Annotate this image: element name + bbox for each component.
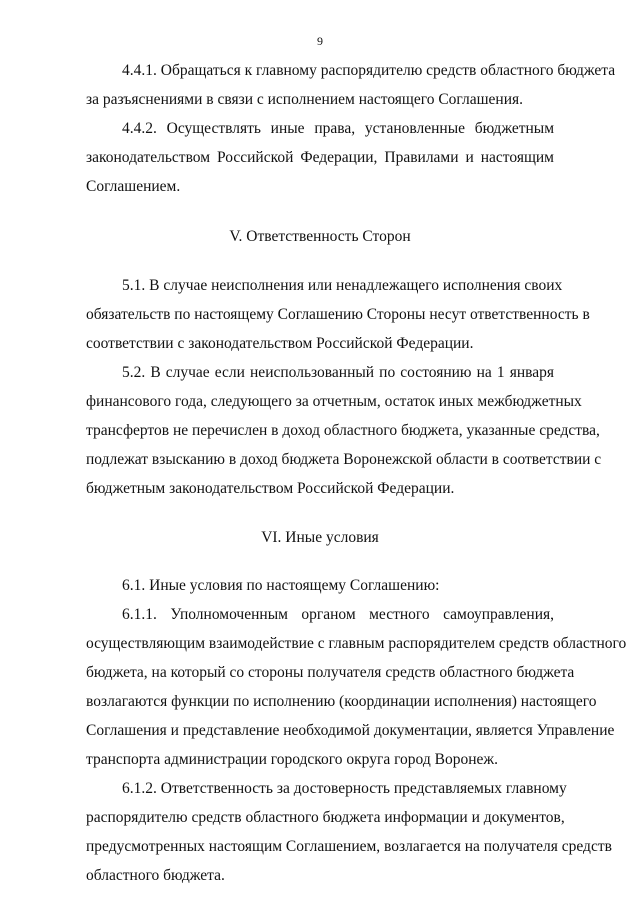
clause-5-2-line-3: трансфертов не перечислен в доход областного бюджета, указанные средства,: [86, 422, 600, 439]
page-number: 9: [317, 34, 323, 48]
clause-6-1-2-line-2: распорядителю средств областного бюджета информации и документов,: [86, 809, 565, 826]
clause-4-4-2-line-1: 4.4.2. Осуществлять иные права, установленные бюджетным: [122, 120, 554, 137]
clause-5-1-line-3: соответствии с законодательством Российской Федерации.: [86, 335, 474, 352]
clause-6-1-2-line-4: областного бюджета.: [86, 867, 225, 884]
clause-6-1-2-line-1: 6.1.2. Ответственность за достоверность представляемых главному: [122, 780, 567, 797]
clause-5-2-line-1: 5.2. В случае если неиспользованный по состоянию на 1 января: [122, 364, 554, 381]
clause-5-1-line-1: 5.1. В случае неисполнения или ненадлежащего исполнения своих: [122, 277, 563, 294]
clause-5-2-line-4: подлежат взысканию в доход бюджета Воронежской области в соответствии с: [86, 451, 602, 468]
clause-6-1-1-line-5: Соглашения и представление необходимой документации, является Управление: [86, 722, 615, 739]
clause-5-2-line-5: бюджетным законодательством Российской Федерации.: [86, 480, 455, 497]
clause-4-4-1-line-2: за разъяснениями в связи с исполнением настоящего Соглашения.: [86, 91, 524, 108]
section-6-heading: VI. Иные условия: [261, 529, 379, 546]
clause-5-1-line-2: обязательств по настоящему Соглашению Стороны несут ответственность в: [86, 306, 590, 323]
clause-6-1-1-line-3: бюджета, на который со стороны получателя средств областного бюджета: [86, 664, 575, 681]
clause-6-1-line: 6.1. Иные условия по настоящему Соглашению:: [122, 577, 440, 594]
clause-4-4-1-line-1: 4.4.1. Обращаться к главному распорядителю средств областного бюджета: [122, 62, 616, 79]
section-5-heading: V. Ответственность Сторон: [229, 228, 411, 245]
clause-5-2-line-2: финансового года, следующего за отчетным, остаток иных межбюджетных: [86, 393, 582, 410]
clause-6-1-1-line-2: осуществляющим взаимодействие с главным распорядителем средств областного: [86, 635, 627, 652]
clause-6-1-2-line-3: предусмотренных настоящим Соглашением, возлагается на получателя средств: [86, 838, 612, 855]
clause-6-1-1-line-1: 6.1.1. Уполномоченным органом местного самоуправления,: [122, 606, 554, 623]
clause-4-4-2-line-3: Соглашением.: [86, 178, 181, 195]
clause-4-4-2-line-2: законодательством Российской Федерации, Правилами и настоящим: [86, 149, 554, 166]
clause-6-1-1-line-4: возлагаются функции по исполнению (координации исполнения) настоящего: [86, 693, 597, 710]
clause-6-1-1-line-6: транспорта администрации городского округа город Воронеж.: [86, 751, 498, 768]
